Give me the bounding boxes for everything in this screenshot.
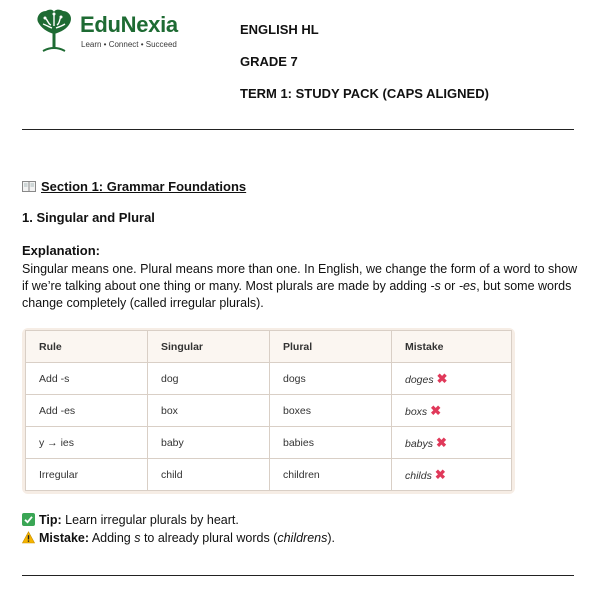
col-mistake: Mistake xyxy=(392,331,512,363)
explanation-part1: Singular means one. Plural means more than one. In English, we change the form of a word to show if we’re talking about one thing or many. Most plurals are made by adding xyxy=(22,262,578,293)
brain-tree-icon xyxy=(33,8,75,52)
mistake-text-3: ). xyxy=(327,531,336,545)
singular-cell: box xyxy=(148,395,270,427)
section-title xyxy=(22,179,246,194)
mistake-word: childs xyxy=(405,469,432,482)
suffix-s: -s xyxy=(430,279,441,293)
table-row xyxy=(26,427,512,459)
mistake-word: boxs xyxy=(405,405,428,418)
edunexia-logo xyxy=(33,8,183,54)
table-row xyxy=(26,363,512,395)
col-plural: Plural xyxy=(270,331,392,363)
plural-cell: dogs xyxy=(270,363,392,395)
tip-note xyxy=(22,513,239,527)
term-label: TERM 1: STUDY PACK (CAPS ALIGNED) xyxy=(240,86,489,101)
topic-title: 1. Singular and Plural xyxy=(22,210,155,225)
tip-text: Learn irregular plurals by heart. xyxy=(61,513,239,527)
plural-rules-table xyxy=(25,330,512,491)
rule-cell: y → ies xyxy=(26,427,148,459)
mistake-cell xyxy=(392,427,512,459)
logo-name: EduNexia xyxy=(80,12,178,37)
mistake-note xyxy=(22,531,335,545)
suffix-es: -es xyxy=(458,279,477,293)
open-book-icon xyxy=(22,181,36,192)
plural-cell: babies xyxy=(270,427,392,459)
logo-tagline: Learn • Connect • Succeed xyxy=(81,40,177,49)
explanation-heading: Explanation: xyxy=(22,243,101,258)
table-row xyxy=(26,395,512,427)
grade-label: GRADE 7 xyxy=(240,54,298,69)
col-rule: Rule xyxy=(26,331,148,363)
mistake-label: Mistake: xyxy=(39,531,90,545)
mistake-text-2: to already plural words ( xyxy=(140,531,278,545)
plural-rules-table-card xyxy=(22,328,515,494)
mistake-word: babys xyxy=(405,437,434,450)
mistake-cell xyxy=(392,459,512,491)
table-row xyxy=(26,459,512,491)
col-singular: Singular xyxy=(148,331,270,363)
cross-icon: ✖ xyxy=(434,466,446,482)
rule-cell: Add -s xyxy=(26,363,148,395)
rule-cell: Add -es xyxy=(26,395,148,427)
table-header-row xyxy=(26,331,512,363)
mistake-cell xyxy=(392,363,512,395)
tip-label: Tip: xyxy=(39,513,62,527)
cross-icon: ✖ xyxy=(430,402,442,418)
cross-icon: ✖ xyxy=(436,370,448,386)
rule-cell: Irregular xyxy=(26,459,148,491)
mistake-example: childrens xyxy=(277,531,328,545)
check-box-icon xyxy=(22,513,35,526)
explanation-part2: , but some words change completely (called irregular plurals). xyxy=(22,279,572,310)
plural-cell: boxes xyxy=(270,395,392,427)
mistake-text-1: Adding xyxy=(89,531,135,545)
mistake-cell xyxy=(392,395,512,427)
subject-label: ENGLISH HL xyxy=(240,22,319,37)
warning-icon xyxy=(22,531,35,544)
mistake-s: s xyxy=(134,531,141,545)
cross-icon: ✖ xyxy=(436,434,447,450)
singular-cell: dog xyxy=(148,363,270,395)
explanation-or: or xyxy=(440,279,459,293)
singular-cell: child xyxy=(148,459,270,491)
explanation-text xyxy=(22,261,578,312)
section-title-text: Section 1: Grammar Foundations xyxy=(41,179,247,194)
mistake-word: doges xyxy=(405,373,434,386)
header-divider xyxy=(22,129,574,130)
singular-cell: baby xyxy=(148,427,270,459)
plural-cell: children xyxy=(270,459,392,491)
footer-divider xyxy=(22,575,574,576)
